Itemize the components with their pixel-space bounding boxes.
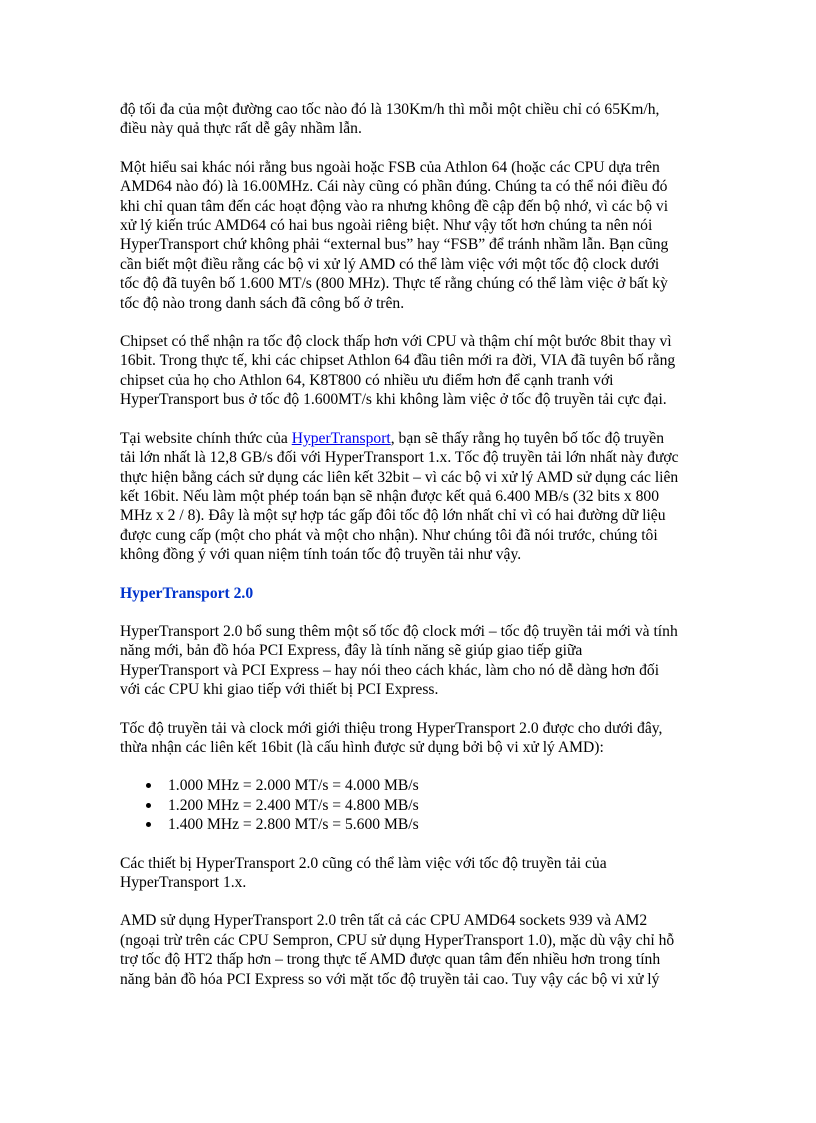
- text-line: năng bản đồ hóa PCI Express so với mặt tốc độ truyền tải cao. Tuy vậy các bộ vi xử lý: [120, 970, 660, 988]
- text-line: cần biết một điều rằng các bộ vi xử lý AMD có thể làm việc với một tốc độ clock dưới: [120, 255, 660, 273]
- text-line: điều này quả thực rất dễ gây nhầm lẫn.: [120, 120, 362, 138]
- text-line: HyperTransport 1.x.: [120, 874, 247, 891]
- text-line: không đồng ý với quan niệm tính toán tốc độ truyền tải như vậy.: [120, 546, 522, 564]
- text-line: Các thiết bị HyperTransport 2.0 cũng có thể làm việc với tốc độ truyền tải của: [120, 854, 607, 872]
- text-fragment: , bạn sẽ thấy rằng họ tuyên bố tốc độ truyền: [390, 429, 665, 447]
- paragraph-amd-usage: [120, 911, 700, 989]
- text-line: AMD64 nào đó) là 16.00MHz. Cái này cũng có phần đúng. Chúng ta có thể nói điều đó: [120, 178, 668, 196]
- text-fragment: Tại website chính thức của: [120, 429, 292, 447]
- text-line: độ tối đa của một đường cao tốc nào đó là 130Km/h thì mỗi một chiều chỉ có 65Km/h,: [120, 101, 660, 118]
- text-line: 16bit. Trong thực tế, khi các chipset Athlon 64 đầu tiên mới ra đời, VIA đã tuyên bố rằng: [120, 352, 676, 370]
- text-line: kết 16bit. Nếu làm một phép toán bạn sẽ nhận được kết quả 6.400 MB/s (32 bits x 800: [120, 487, 660, 505]
- text-line: năng mới, bản đồ hóa PCI Express, đây là tính năng sẽ giúp giao tiếp giữa: [120, 642, 583, 660]
- text-line: Một hiểu sai khác nói rằng bus ngoài hoặc FSB của Athlon 64 (hoặc các CPU dựa trên: [120, 158, 660, 176]
- text-line: AMD sử dụng HyperTransport 2.0 trên tất cả các CPU AMD64 sockets 939 và AM2: [120, 912, 648, 930]
- list-item: 1.000 MHz = 2.000 MT/s = 4.000 MB/s: [168, 776, 700, 795]
- text-line: HyperTransport chứ không phải “external bus” hay “FSB” để tránh nhầm lẫn. Bạn cũng: [120, 236, 669, 254]
- paragraph-ht2-speeds-intro: [120, 719, 700, 758]
- text-line: tốc độ nào trong danh sách đã công bố ở trên.: [120, 294, 405, 312]
- paragraph-fsb-misconception: [120, 158, 700, 313]
- text-line: [120, 430, 664, 447]
- text-line: thực hiện bằng cách sử dụng các liên kết 32bit – vì các bộ vi xử lý AMD sử dụng các liên: [120, 468, 679, 486]
- text-line: Tốc độ truyền tải và clock mới giới thiệu trong HyperTransport 2.0 được cho dưới đây,: [120, 719, 663, 737]
- text-line: khi chỉ quan tâm đến các hoạt động vào ra nhưng không đề cập đến bộ nhớ, vì các bộ vi: [120, 197, 669, 215]
- hypertransport-link[interactable]: HyperTransport: [291, 429, 391, 447]
- section-heading-hypertransport-2: HyperTransport 2.0: [120, 584, 254, 602]
- text-line: chipset của họ cho Athlon 64, K8T800 có nhiều ưu điểm hơn để cạnh tranh với: [120, 371, 614, 389]
- document-page: [120, 100, 700, 1008]
- text-line: Chipset có thể nhận ra tốc độ clock thấp hơn với CPU và thậm chí một bước 8bit thay vì: [120, 333, 672, 351]
- text-line: (ngoại trừ trên các CPU Sempron, CPU sử dụng HyperTransport 1.0), mặc dù vậy chỉ hỗ: [120, 931, 675, 949]
- paragraph-backward-compat: [120, 854, 700, 893]
- text-line: thừa nhận các liên kết 16bit (là cấu hình được sử dụng bởi bộ vi xử lý AMD):: [120, 738, 604, 756]
- speed-list: [120, 776, 700, 834]
- list-item: 1.200 MHz = 2.400 MT/s = 4.800 MB/s: [168, 796, 700, 815]
- text-line: xử lý kiến trúc AMD64 có hai bus ngoài riêng biệt. Như vậy tốt hơn chúng ta nên nói: [120, 217, 653, 235]
- list-item: 1.400 MHz = 2.800 MT/s = 5.600 MB/s: [168, 815, 700, 834]
- text-line: tải lớn nhất là 12,8 GB/s đối với HyperTransport 1.x. Tốc độ truyền tải lớn nhất này được: [120, 449, 679, 467]
- text-line: HyperTransport 2.0 bổ sung thêm một số tốc độ clock mới – tốc độ truyền tải mới và tính: [120, 622, 678, 640]
- text-line: với các CPU khi giao tiếp với thiết bị PCI Express.: [120, 681, 439, 699]
- paragraph-official-website: [120, 429, 700, 565]
- text-line: HyperTransport bus ở tốc độ 1.600MT/s khi không làm việc ở tốc độ truyền tải cực đại.: [120, 391, 667, 409]
- paragraph-ht2-intro: [120, 622, 700, 700]
- paragraph-highway-analogy: [120, 100, 700, 139]
- paragraph-chipset: [120, 332, 700, 410]
- text-line: tốc độ đã tuyên bố 1.600 MT/s (800 MHz). Thực tế rằng chúng có thể làm việc ở bất kỳ: [120, 275, 668, 293]
- text-line: HyperTransport và PCI Express – hay nói theo cách khác, làm cho nó dễ dàng hơn đối: [120, 661, 660, 679]
- text-line: trợ tốc độ HT2 thấp hơn – trong thực tế AMD được quan tâm đến nhiều hơn trong tính: [120, 951, 661, 969]
- text-line: MHz x 2 / 8). Đây là một sự hợp tác gấp đôi tốc độ lớn nhất chỉ vì có hai đường dữ liệu: [120, 507, 666, 525]
- text-line: được cung cấp (một cho phát và một cho nhận). Như chúng tôi đã nói trước, chúng tôi: [120, 526, 658, 544]
